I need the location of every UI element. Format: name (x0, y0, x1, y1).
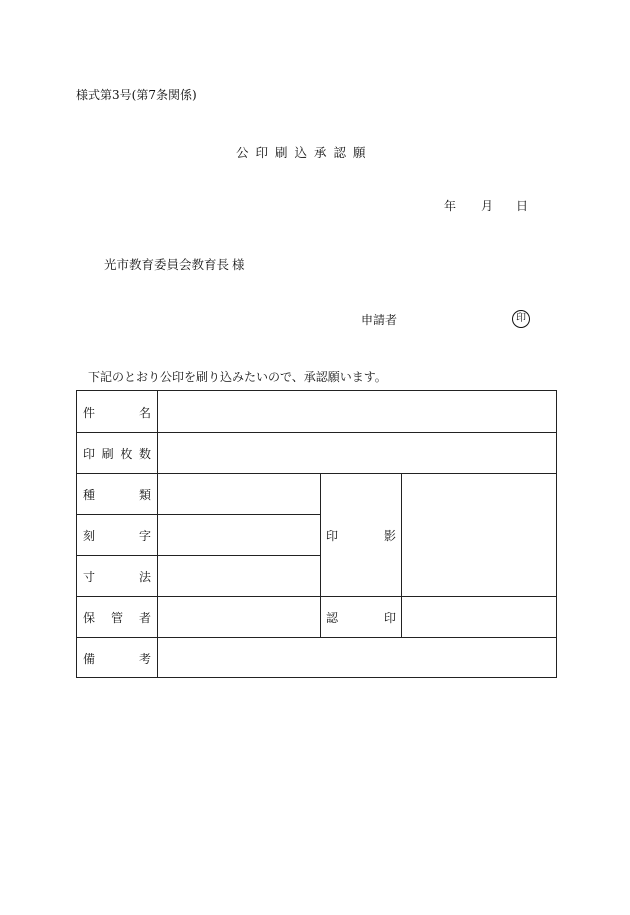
label-print-count: 印 刷 枚 数 (83, 447, 151, 461)
dimensions-field[interactable] (158, 556, 320, 596)
document-title: 公印刷込承認願 (236, 145, 373, 160)
label-custodian: 保 管 者 (83, 611, 151, 625)
label-approval-seal: 認 印 (326, 611, 396, 625)
remarks-field[interactable] (158, 638, 556, 677)
date-year-label: 年 (444, 199, 457, 213)
form-number: 様式第3号(第7条関係) (76, 88, 197, 102)
label-type: 種 類 (83, 488, 151, 502)
label-remarks: 備 考 (83, 652, 151, 666)
label-engraving: 刻 字 (83, 529, 151, 543)
label-seal-impression: 印 影 (326, 529, 396, 543)
applicant-label: 申請者 (361, 313, 398, 327)
addressee-name: 光市教育委員会教育長 (104, 257, 230, 272)
print-count-field[interactable] (158, 433, 556, 473)
seal-mark-icon: 印 (512, 310, 530, 328)
addressee-honorific: 様 (232, 257, 245, 272)
subject-field[interactable] (158, 391, 556, 432)
date-month-label: 月 (481, 199, 494, 213)
seal-impression-field[interactable] (402, 474, 556, 596)
approval-seal-field[interactable] (402, 597, 556, 637)
type-field[interactable] (158, 474, 320, 514)
intro-text: 下記のとおり公印を刷り込みたいので、承認願います。 (88, 370, 387, 384)
label-dimensions: 寸 法 (83, 570, 151, 584)
application-table (76, 390, 557, 678)
date-day-label: 日 (516, 199, 529, 213)
engraving-field[interactable] (158, 515, 320, 555)
custodian-field[interactable] (158, 597, 320, 637)
label-subject: 件 名 (83, 406, 151, 420)
